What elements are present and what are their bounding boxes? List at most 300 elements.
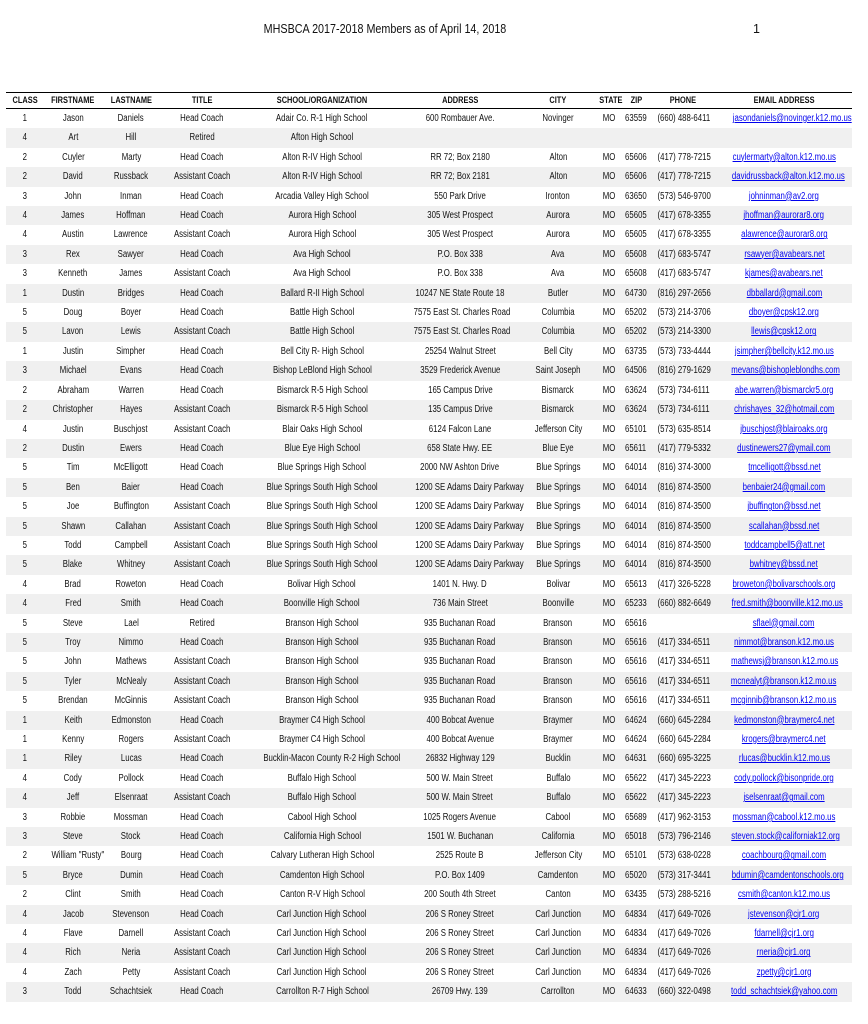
cell-text: Battle High School	[289, 326, 355, 338]
class-cell	[6, 943, 44, 962]
email-link[interactable]: kedmonston@braymerc4.net	[733, 714, 835, 726]
cell-text: McElligott	[114, 462, 148, 474]
city-cell	[520, 633, 596, 652]
title-cell	[160, 691, 244, 710]
cell-text: 64633	[625, 986, 647, 998]
cell-text: Russback	[113, 171, 149, 183]
cell-text: Alton	[549, 151, 567, 163]
cell-text: Head Coach	[180, 811, 224, 823]
lastname-cell	[102, 730, 160, 749]
cell-text: MO	[602, 598, 616, 610]
cell-text: Carrollton	[541, 986, 575, 998]
email-link[interactable]: rlucas@bucklin.k12.mo.us	[738, 753, 830, 765]
cell-text: MO	[602, 287, 616, 299]
cell-text: Head Coach	[180, 598, 224, 610]
phone-header	[650, 93, 716, 109]
phone-cell	[650, 711, 716, 730]
firstname-cell	[44, 575, 102, 594]
cell-text: Riley	[64, 753, 82, 765]
cell-text: P.O. Box 338	[437, 268, 483, 280]
cell-text: Head Coach	[180, 986, 224, 998]
title-header	[160, 93, 244, 109]
school-cell	[244, 924, 400, 943]
cell-text: MO	[602, 636, 616, 648]
cell-text: Braymer	[543, 714, 573, 726]
cell-text: MO	[602, 772, 616, 784]
cell-text: 10247 NE State Route 18	[415, 287, 505, 299]
email-link[interactable]: dbballard@gmail.com	[746, 287, 822, 299]
city-cell	[520, 497, 596, 516]
email-link[interactable]: toddcampbell5@att.net	[743, 539, 825, 551]
email-link[interactable]: nimmot@branson.k12.mo.us	[734, 636, 834, 648]
lastname-cell	[102, 808, 160, 827]
class-cell	[6, 711, 44, 730]
firstname-cell	[44, 303, 102, 322]
table-row	[6, 478, 852, 497]
table-row	[6, 361, 852, 380]
email-link[interactable]: rneria@cjr1.org	[757, 947, 811, 959]
email-link[interactable]: steven.stock@californiak12.org	[731, 831, 840, 843]
email-link[interactable]: mcnealyt@branson.k12.mo.us	[731, 675, 837, 687]
state-cell	[596, 827, 622, 846]
address-cell	[400, 439, 520, 458]
zip-cell	[622, 148, 650, 167]
title-cell	[160, 420, 244, 439]
table-row	[6, 749, 852, 768]
cell-text: Bucklin	[545, 753, 571, 765]
cell-text: MO	[602, 113, 616, 124]
email-link[interactable]: mossman@cabool.k12.mo.us	[732, 811, 836, 823]
column-header-label: SCHOOL/ORGANIZATION	[276, 95, 368, 106]
cell-text: Lawrence	[114, 229, 148, 241]
cell-text: 305 West Prospect	[427, 210, 493, 222]
phone-cell	[650, 128, 716, 147]
address-cell	[400, 245, 520, 264]
column-header-label: LASTNAME	[110, 95, 152, 106]
firstname-cell	[44, 788, 102, 807]
state-cell	[596, 420, 622, 439]
class-cell	[6, 614, 44, 633]
email-cell[interactable]	[716, 284, 852, 303]
class-cell	[6, 400, 44, 419]
phone-cell	[650, 769, 716, 788]
firstname-cell	[44, 187, 102, 206]
school-cell	[244, 652, 400, 671]
cell-text: 65018	[625, 831, 647, 843]
email-link[interactable]: dustinewers27@ymail.com	[737, 442, 831, 454]
cell-text: 65020	[625, 869, 647, 881]
cell-text: 63435	[625, 889, 647, 901]
email-cell[interactable]	[716, 361, 852, 380]
cell-text: 206 S Roney Street	[425, 928, 495, 940]
firstname-cell	[44, 322, 102, 341]
class-cell	[6, 497, 44, 516]
address-cell	[400, 303, 520, 322]
email-cell[interactable]	[716, 167, 852, 186]
cell-text: John	[64, 656, 82, 668]
email-link[interactable]: abe.warren@bismarckr5.org	[734, 384, 834, 396]
email-link[interactable]: sflael@gmail.com	[753, 617, 815, 629]
firstname-cell	[44, 866, 102, 885]
cell-text: Carl Junction	[535, 928, 581, 940]
cell-text: Cuyler	[61, 151, 85, 163]
cell-text: Baier	[121, 481, 141, 493]
zip-cell	[622, 109, 650, 129]
email-link[interactable]: mevans@bishopleblondhs.com	[731, 365, 840, 377]
email-cell[interactable]	[716, 439, 852, 458]
cell-text: 2	[22, 850, 28, 862]
city-cell	[520, 225, 596, 244]
title-cell	[160, 264, 244, 283]
lastname-cell	[102, 827, 160, 846]
lastname-cell	[102, 284, 160, 303]
zip-cell	[622, 633, 650, 652]
zip-cell	[622, 827, 650, 846]
title-cell	[160, 905, 244, 924]
cell-text: Blake	[63, 559, 83, 571]
email-cell[interactable]	[716, 342, 852, 361]
email-link[interactable]: johninman@av2.org	[749, 190, 819, 202]
email-cell[interactable]	[716, 633, 852, 652]
cell-text: Blue Springs	[535, 539, 581, 551]
lastname-cell	[102, 633, 160, 652]
zip-cell	[622, 264, 650, 283]
cell-text: 65202	[625, 326, 647, 338]
email-cell[interactable]	[716, 885, 852, 904]
table-row	[6, 148, 852, 167]
table-row	[6, 536, 852, 555]
email-link[interactable]: bwhitney@bssd.net	[749, 559, 819, 571]
cell-text: 65616	[625, 675, 647, 687]
address-cell	[400, 943, 520, 962]
email-cell[interactable]	[716, 943, 852, 962]
cell-text: 935 Buchanan Road	[424, 675, 496, 687]
cell-text: (417) 649-7026	[657, 947, 711, 959]
class-cell	[6, 284, 44, 303]
zip-cell	[622, 614, 650, 633]
email-cell[interactable]	[716, 420, 852, 439]
class-cell	[6, 109, 44, 129]
cell-text: 7575 East St. Charles Road	[413, 307, 511, 319]
cell-text: Aurora	[546, 229, 570, 241]
email-link[interactable]: zpetty@cjr1.org	[756, 966, 812, 978]
cell-text: Evans	[120, 365, 142, 377]
title-cell	[160, 497, 244, 516]
email-link[interactable]: jbuffington@bssd.net	[747, 501, 821, 513]
cell-text: Assistant Coach	[173, 423, 231, 435]
table-row	[6, 730, 852, 749]
cell-text: Troy	[65, 636, 81, 648]
cell-text: 4	[22, 792, 28, 804]
email-cell[interactable]	[716, 711, 852, 730]
email-cell[interactable]	[716, 652, 852, 671]
email-cell[interactable]	[716, 400, 852, 419]
cell-text: (660) 322-0498	[657, 986, 711, 998]
table-row	[6, 963, 852, 982]
title-cell	[160, 827, 244, 846]
cell-text: 2000 NW Ashton Drive	[420, 462, 500, 474]
cell-text: 1200 SE Adams Dairy Parkway	[415, 539, 524, 551]
email-cell[interactable]	[716, 614, 852, 633]
email-link[interactable]: coachbourg@gmail.com	[741, 850, 827, 862]
email-cell[interactable]	[716, 672, 852, 691]
email-link[interactable]: jsimpher@bellcity.k12.mo.us	[734, 345, 834, 357]
email-link[interactable]: fdarnell@cjr1.org	[754, 928, 814, 940]
title-cell	[160, 846, 244, 865]
firstname-cell	[44, 109, 102, 129]
cell-text: 65101	[625, 423, 647, 435]
cell-text: 4	[22, 423, 28, 435]
email-cell[interactable]	[716, 264, 852, 283]
column-header-label: CITY	[549, 95, 567, 106]
title-cell	[160, 128, 244, 147]
email-cell[interactable]	[716, 730, 852, 749]
email-cell[interactable]	[716, 109, 852, 129]
class-cell	[6, 439, 44, 458]
zip-cell	[622, 749, 650, 768]
email-link[interactable]: davidrussback@alton.k12.mo.us	[731, 171, 845, 183]
firstname-cell	[44, 128, 102, 147]
firstname-cell	[44, 730, 102, 749]
email-cell[interactable]	[716, 517, 852, 536]
state-cell	[596, 575, 622, 594]
zip-cell	[622, 555, 650, 574]
cell-text: Bismarck R-5 High School	[276, 404, 368, 416]
email-cell[interactable]	[716, 225, 852, 244]
school-cell	[244, 749, 400, 768]
firstname-cell	[44, 517, 102, 536]
cell-text: Head Coach	[180, 889, 224, 901]
email-cell[interactable]	[716, 458, 852, 477]
email-link[interactable]: chrishayes_32@hotmail.com	[733, 404, 835, 416]
cell-text: Head Coach	[180, 636, 224, 648]
cell-text: Retired	[189, 617, 215, 629]
email-cell[interactable]	[716, 555, 852, 574]
email-cell[interactable]	[716, 982, 852, 1001]
email-link[interactable]: fred.smith@boonville.k12.mo.us	[731, 598, 843, 610]
email-link[interactable]: kjames@avabears.net	[745, 268, 823, 280]
school-cell	[244, 808, 400, 827]
cell-text: MO	[602, 423, 616, 435]
email-cell[interactable]	[716, 594, 852, 613]
city-cell	[520, 128, 596, 147]
cell-text: Clint	[65, 889, 81, 901]
cell-text: MO	[602, 792, 616, 804]
lastname-cell	[102, 594, 160, 613]
address-cell	[400, 264, 520, 283]
title-cell	[160, 303, 244, 322]
email-cell[interactable]	[716, 808, 852, 827]
email-link[interactable]: jhoffman@aurorar8.org	[743, 210, 825, 222]
email-link[interactable]: krogers@braymerc4.net	[742, 734, 826, 745]
cell-text: (573) 214-3300	[657, 326, 711, 338]
address-cell	[400, 517, 524, 536]
email-cell[interactable]	[716, 749, 852, 768]
cell-text: Campbell	[114, 539, 148, 551]
email-link[interactable]: dboyer@cpsk12.org	[749, 307, 819, 319]
email-link[interactable]: mathewsj@branson.k12.mo.us	[731, 656, 839, 668]
email-cell[interactable]	[716, 769, 852, 788]
email-link[interactable]: alawrence@aurorar8.org	[740, 229, 828, 241]
cell-text: Tyler	[64, 675, 82, 687]
email-cell[interactable]	[716, 846, 852, 865]
cell-text: 64730	[625, 287, 647, 299]
lastname-cell	[102, 322, 160, 341]
cell-text: (816) 279-1629	[657, 365, 711, 377]
phone-cell	[650, 749, 716, 768]
email-link[interactable]: bdumin@camdentonschools.org	[731, 869, 844, 881]
zip-cell	[622, 885, 650, 904]
email-cell[interactable]	[716, 924, 852, 943]
table-row	[6, 788, 852, 807]
cell-text: 736 Main Street	[432, 598, 488, 610]
lastname-cell	[102, 982, 160, 1001]
address-cell	[400, 769, 520, 788]
lastname-cell	[102, 303, 160, 322]
email-link[interactable]: broweton@bolivarschools.org	[732, 578, 836, 590]
cell-text: Retired	[189, 132, 215, 144]
state-cell	[596, 361, 622, 380]
cell-text: Assistant Coach	[173, 928, 231, 940]
city-cell	[520, 148, 596, 167]
email-cell[interactable]	[716, 866, 852, 885]
cell-text: Blue Springs	[535, 481, 581, 493]
email-link[interactable]: csmith@canton.k12.mo.us	[737, 889, 831, 901]
cell-text: 64624	[625, 714, 647, 726]
table-row	[6, 439, 852, 458]
email-cell[interactable]	[716, 245, 852, 264]
title-cell	[160, 788, 244, 807]
email-link[interactable]: llewis@cpsk12.org	[751, 326, 817, 338]
lastname-cell	[102, 264, 160, 283]
address-cell	[400, 749, 520, 768]
email-cell[interactable]	[716, 497, 852, 516]
class-cell	[6, 846, 44, 865]
table-row	[6, 400, 852, 419]
cell-text: (417) 334-6511	[657, 695, 711, 707]
phone-cell	[650, 672, 716, 691]
email-link[interactable]: cody.pollock@bisonpride.org	[734, 772, 834, 784]
phone-cell	[650, 148, 716, 167]
cell-text: Joe	[66, 501, 80, 513]
email-cell[interactable]	[716, 148, 852, 167]
table-row	[6, 846, 852, 865]
email-cell[interactable]	[716, 478, 852, 497]
members-table	[6, 92, 852, 1002]
email-link[interactable]: todd_schachtsiek@yahoo.com	[730, 986, 838, 998]
email-cell[interactable]	[716, 536, 852, 555]
school-cell	[244, 109, 400, 129]
cell-text: Boonville	[542, 598, 574, 610]
email-link[interactable]: benbaier24@gmail.com	[742, 481, 826, 493]
lastname-cell	[102, 788, 160, 807]
email-link[interactable]: jstevenson@cjr1.org	[748, 908, 820, 920]
school-cell	[244, 711, 400, 730]
cell-text: Whitney	[116, 559, 146, 571]
cell-text: Steve	[63, 617, 83, 629]
email-cell[interactable]	[716, 187, 852, 206]
email-cell[interactable]	[716, 788, 852, 807]
cell-text: Hoffman	[116, 210, 146, 222]
phone-cell	[650, 381, 716, 400]
city-cell	[520, 284, 596, 303]
lastname-cell	[102, 517, 160, 536]
cell-text: Buffalo	[545, 772, 571, 784]
class-cell	[6, 478, 44, 497]
email-cell[interactable]	[716, 691, 852, 710]
phone-cell	[650, 245, 716, 264]
cell-text: Calvary Lutheran High School	[270, 850, 374, 862]
email-cell[interactable]	[716, 905, 852, 924]
table-row	[6, 924, 852, 943]
title-cell	[160, 361, 244, 380]
email-cell[interactable]	[716, 303, 852, 322]
cell-text: (573) 796-2146	[657, 831, 711, 843]
email-link[interactable]: jbuschjost@blairoaks.org	[740, 423, 828, 435]
cell-text: Camdenton	[537, 869, 579, 881]
cell-text: Bishop LeBlond High School	[272, 365, 372, 377]
city-cell	[520, 672, 596, 691]
cell-text: 64631	[625, 753, 647, 765]
email-link[interactable]: mcginnib@branson.k12.mo.us	[731, 695, 837, 707]
cell-text: Blue Springs South High School	[266, 559, 378, 571]
zip-cell	[622, 420, 650, 439]
zip-cell	[622, 303, 650, 322]
cell-text: MO	[602, 908, 616, 920]
email-cell[interactable]	[716, 322, 852, 341]
title-cell	[160, 594, 244, 613]
class-cell	[6, 905, 44, 924]
email-link[interactable]: cuylermarty@alton.k12.mo.us	[732, 151, 836, 163]
cell-text: Braymer C4 High School	[279, 714, 365, 726]
firstname-cell	[44, 963, 102, 982]
email-link[interactable]: jasondaniels@novinger.k12.mo.us	[732, 113, 852, 124]
table-row	[6, 827, 852, 846]
title-cell	[160, 245, 244, 264]
cell-text: Blue Springs	[535, 520, 581, 532]
email-link[interactable]: rsawyer@avabears.net	[743, 248, 825, 260]
email-cell[interactable]	[716, 963, 852, 982]
cell-text: MO	[602, 656, 616, 668]
zip-cell	[622, 575, 650, 594]
cell-text: Branson High School	[285, 636, 359, 648]
email-link[interactable]: jselsenraat@gmail.com	[743, 792, 825, 804]
cell-text: (417) 649-7026	[657, 966, 711, 978]
email-cell[interactable]	[716, 128, 852, 147]
cell-text: (417) 649-7026	[657, 908, 711, 920]
cell-text: 4	[22, 772, 28, 784]
email-cell[interactable]	[716, 206, 852, 225]
cell-text: 65616	[625, 617, 647, 629]
city-cell	[520, 827, 596, 846]
email-link[interactable]: scallahan@bssd.net	[748, 520, 820, 532]
email-cell[interactable]	[716, 381, 852, 400]
cell-text: MO	[602, 714, 616, 726]
cell-text: MO	[602, 151, 616, 163]
school-cell	[244, 846, 400, 865]
state-cell	[596, 264, 622, 283]
class-cell	[6, 691, 44, 710]
email-link[interactable]: tmcelligott@bssd.net	[747, 462, 821, 474]
cell-text: Schachtsiek	[109, 986, 153, 998]
email-cell[interactable]	[716, 827, 852, 846]
cell-text: Buffington	[113, 501, 149, 513]
cell-text: 935 Buchanan Road	[424, 695, 496, 707]
email-cell[interactable]	[716, 575, 852, 594]
table-row	[6, 633, 852, 652]
cell-text: Bridges	[117, 287, 145, 299]
address-cell	[400, 982, 520, 1001]
